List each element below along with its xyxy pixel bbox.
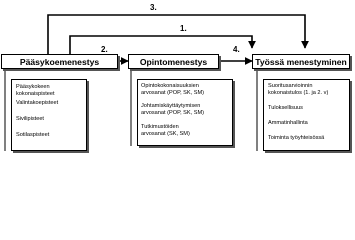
paasykoe-box — [1, 54, 118, 69]
opinto-box — [128, 54, 219, 69]
arrow-label-1: 1. — [180, 24, 187, 33]
tyossa-detail-box — [263, 79, 350, 151]
opinto-detail-box — [137, 79, 233, 146]
arrow-label-4: 4. — [233, 45, 240, 54]
list-item: Toiminta työyhteisössä — [268, 135, 325, 141]
paasykoe-detail-box — [11, 79, 87, 151]
list-item: Sotilaspisteet — [16, 132, 50, 138]
list-item: Suoritusarvioinnin kokonaistulos (1. ja 2. v) — [268, 83, 329, 96]
list-item: Tutkimustöiden arvosanat (SK, SM) — [141, 124, 190, 137]
opinto-title: Opintomenestys — [139, 56, 208, 67]
list-item: Opintokokonaisuuksien arvosanat (POP, SK, SM) — [141, 83, 205, 96]
list-item: Pääsykokeen kokonaispisteet — [16, 84, 55, 97]
tyossa-title: Työssä menestyminen — [255, 56, 347, 67]
tyossa-box — [252, 54, 350, 69]
list-item: Valintakoepisteet — [16, 100, 59, 106]
list-item: Johtamiskäyttäytymisen arvosanat (POP, SK, SM) — [141, 103, 205, 116]
paasykoe-title: Pääsykoemenestys — [19, 56, 100, 67]
arrow-1 — [70, 36, 252, 54]
arrow-label-2: 2. — [101, 45, 108, 54]
arrow-3 — [48, 15, 305, 54]
list-item: Ammatinhallinta — [268, 120, 308, 126]
arrow-label-3: 3. — [150, 3, 157, 12]
list-item: Tuloksellisuus — [268, 105, 303, 111]
list-item: Sivilipisteet — [16, 116, 44, 122]
